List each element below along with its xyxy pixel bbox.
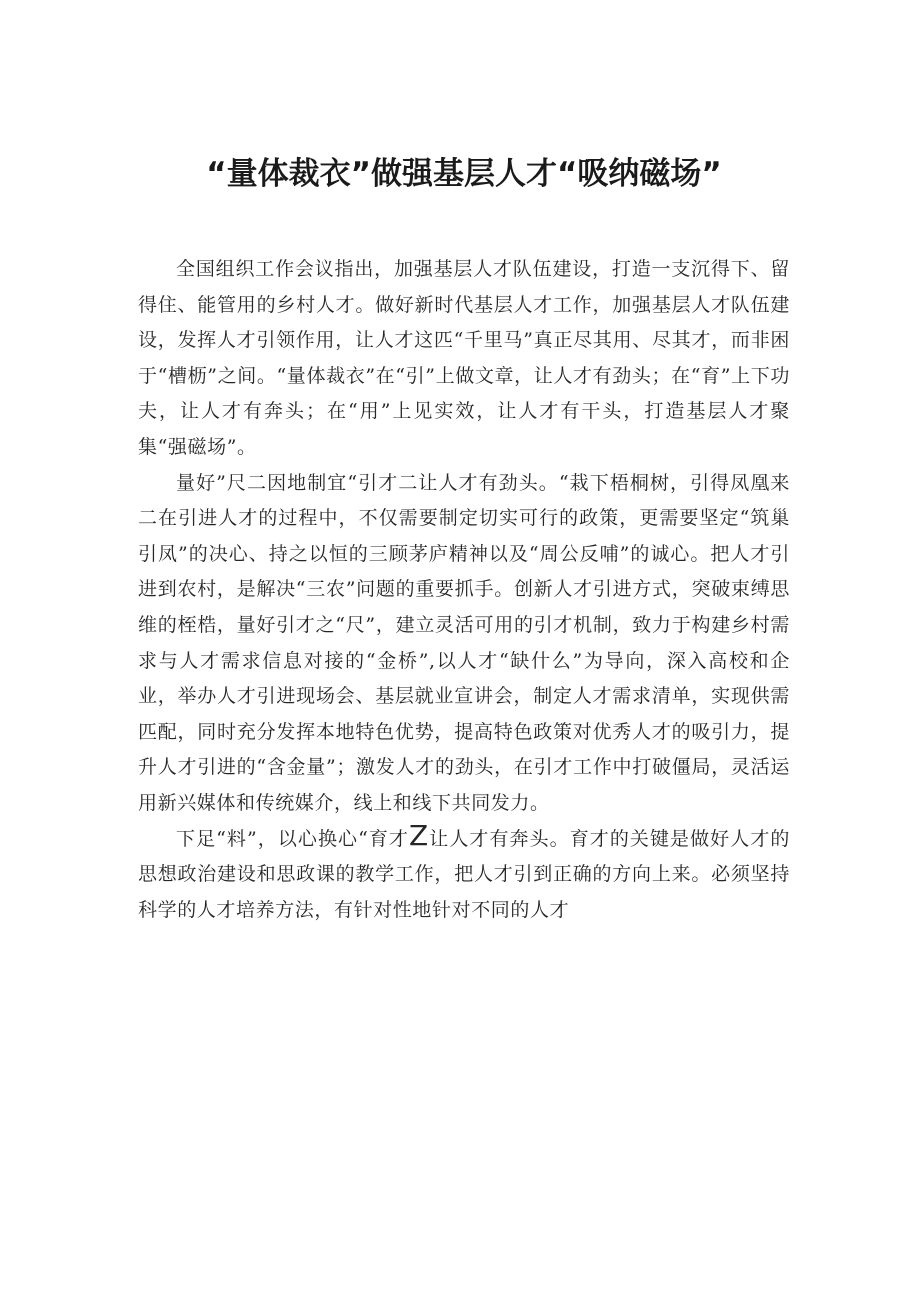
paragraph-2: 量好”尺二因地制宜“引才二让人才有劲头。“栽下梧桐树，引得凤凰来二在引进人才的过程中，不仅需要制定切实可行的政策，更需要坚定“筑巢引凤”的决心、持之以恒的三顾茅庐精神以及“周公反哺”的诚心。把人才引进到农村，是解决“三农”问题的重要抓手。创新人才引进方式，突破束缚思维的桎梏，量好引才之“尺”，建立灵活可用的引才机制，致力于构建乡村需求与人才需求信息对接的“金桥”,以人才“缺什么”为导向，深入高校和企业，举办人才引进现场会、基层就业宣讲会，制定人才需求清单，实现供需匹配，同时充分发挥本地特色优势，提高特色政策对优秀人才的吸引力，提升人才引进的“含金量”；激发人才的劲头，在引才工作中打破僵局，灵活运用新兴媒体和传统媒介，线上和线下共同发力。 <box>138 471 790 814</box>
document-body <box>138 252 790 928</box>
paragraph-3-text-before: 下足“料”，以心换心“育才 <box>176 827 409 850</box>
document-title: “量体裁衣”做强基层人才“吸纳磁场” <box>206 156 722 192</box>
paragraph-1: 全国组织工作会议指出，加强基层人才队伍建设，打造一支沉得下、留得住、能管用的乡村人才。做好新时代基层人才工作，加强基层人才队伍建设，发挥人才引领作用，让人才这匹“千里马”真正尽其用、尽其才，而非困于“槽枥”之间。“量体裁衣”在“引”上做文章，让人才有劲头；在“育”上下功夫，让人才有奔头；在“用”上见实效，让人才有干头，打造基层人才聚集“强磁场”。 <box>138 258 790 458</box>
paragraph-3-text-after: 让人才有奔头。育才的关键是做好人才的思想政治建设和思政课的教学工作，把人才引到正确的方向上来。必须坚持科学的人才培养方法，有针对性地针对不同的人才 <box>138 827 790 921</box>
paragraph-3-large-glyph: Z <box>409 818 429 852</box>
paragraph-3 <box>138 818 790 929</box>
